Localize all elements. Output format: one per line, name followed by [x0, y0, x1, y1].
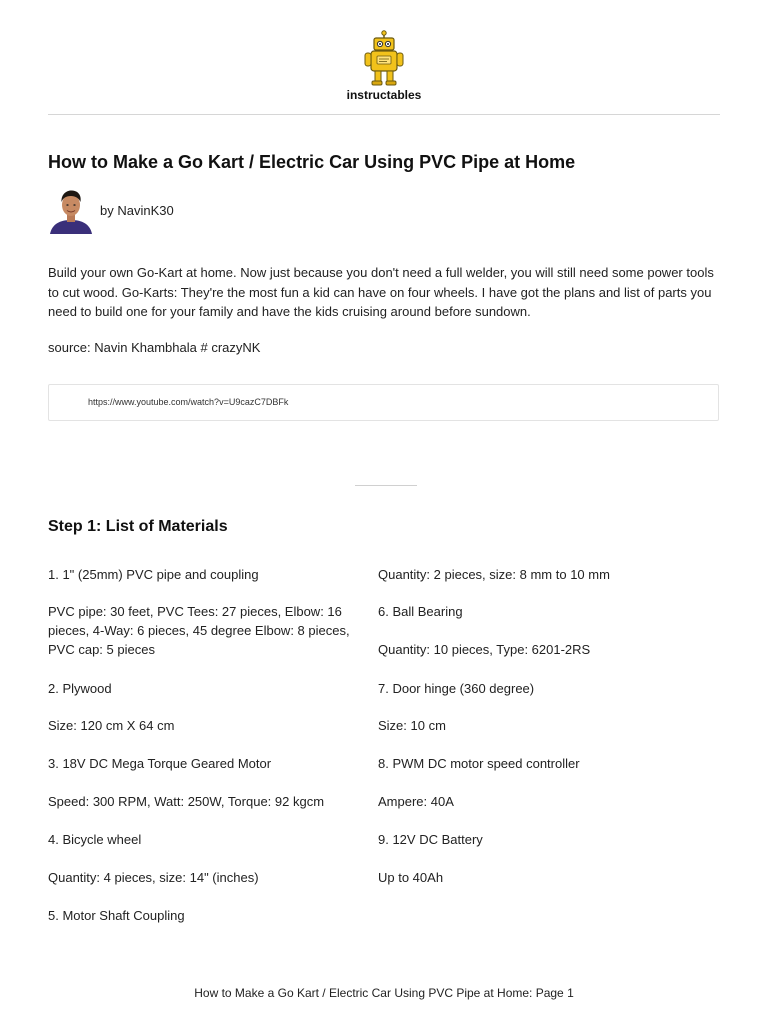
author-byline[interactable]: by NavinK30 — [100, 203, 174, 218]
material-left-0: 1. 1" (25mm) PVC pipe and coupling — [48, 567, 259, 582]
material-right-1: 6. Ball Bearing — [378, 604, 463, 619]
material-left-3: Size: 120 cm X 64 cm — [48, 718, 175, 733]
material-right-2: Quantity: 10 pieces, Type: 6201-2RS — [378, 642, 591, 657]
material-right-7: 9. 12V DC Battery — [378, 832, 483, 847]
material-right-6: Ampere: 40A — [378, 794, 454, 809]
page-footer: How to Make a Go Kart / Electric Car Using PVC Pipe at Home: Page 1 — [194, 986, 574, 1000]
material-left-6: 4. Bicycle wheel — [48, 832, 142, 847]
source-credit: source: Navin Khambhala # crazyNK — [48, 340, 261, 355]
author-avatar[interactable] — [48, 186, 94, 234]
material-left-7: Quantity: 4 pieces, size: 14" (inches) — [48, 870, 259, 885]
intro-paragraph: Build your own Go-Kart at home. Now just because you don't need a full welder, you will still need some power tools to cut wood. Go-Karts: They're the most fun a kid can have on four wheels. I have got the plans and list of parts you need to build one for your family and have the kids cruising around before sundown. — [48, 265, 714, 319]
page-title: How to Make a Go Kart / Electric Car Using PVC Pipe at Home — [48, 152, 576, 172]
site-header — [0, 30, 768, 102]
material-left-2: 2. Plywood — [48, 681, 112, 696]
material-left-1: PVC pipe: 30 feet, PVC Tees: 27 pieces, Elbow: 16 pieces, 4-Way: 6 pieces, 45 degree Elbow: 8 pieces, PVC cap: 5 pieces — [48, 604, 350, 657]
material-right-8: Up to 40Ah — [378, 870, 444, 885]
video-link[interactable]: https://www.youtube.com/watch?v=U9cazC7DBFk — [88, 397, 289, 407]
instructables-robot-icon[interactable] — [362, 30, 406, 88]
material-right-5: 8. PWM DC motor speed controller — [378, 756, 580, 771]
brand-name[interactable]: instructables — [346, 88, 422, 102]
material-left-5: Speed: 300 RPM, Watt: 250W, Torque: 92 kgcm — [48, 794, 325, 809]
step-title: Step 1: List of Materials — [48, 518, 228, 535]
video-embed-box — [48, 384, 719, 421]
material-left-8: 5. Motor Shaft Coupling — [48, 908, 185, 923]
material-right-0: Quantity: 2 pieces, size: 8 mm to 10 mm — [378, 567, 610, 582]
header-divider — [48, 114, 720, 115]
material-right-4: Size: 10 cm — [378, 718, 446, 733]
section-divider — [355, 485, 417, 486]
material-right-3: 7. Door hinge (360 degree) — [378, 681, 535, 696]
material-left-4: 3. 18V DC Mega Torque Geared Motor — [48, 756, 272, 771]
